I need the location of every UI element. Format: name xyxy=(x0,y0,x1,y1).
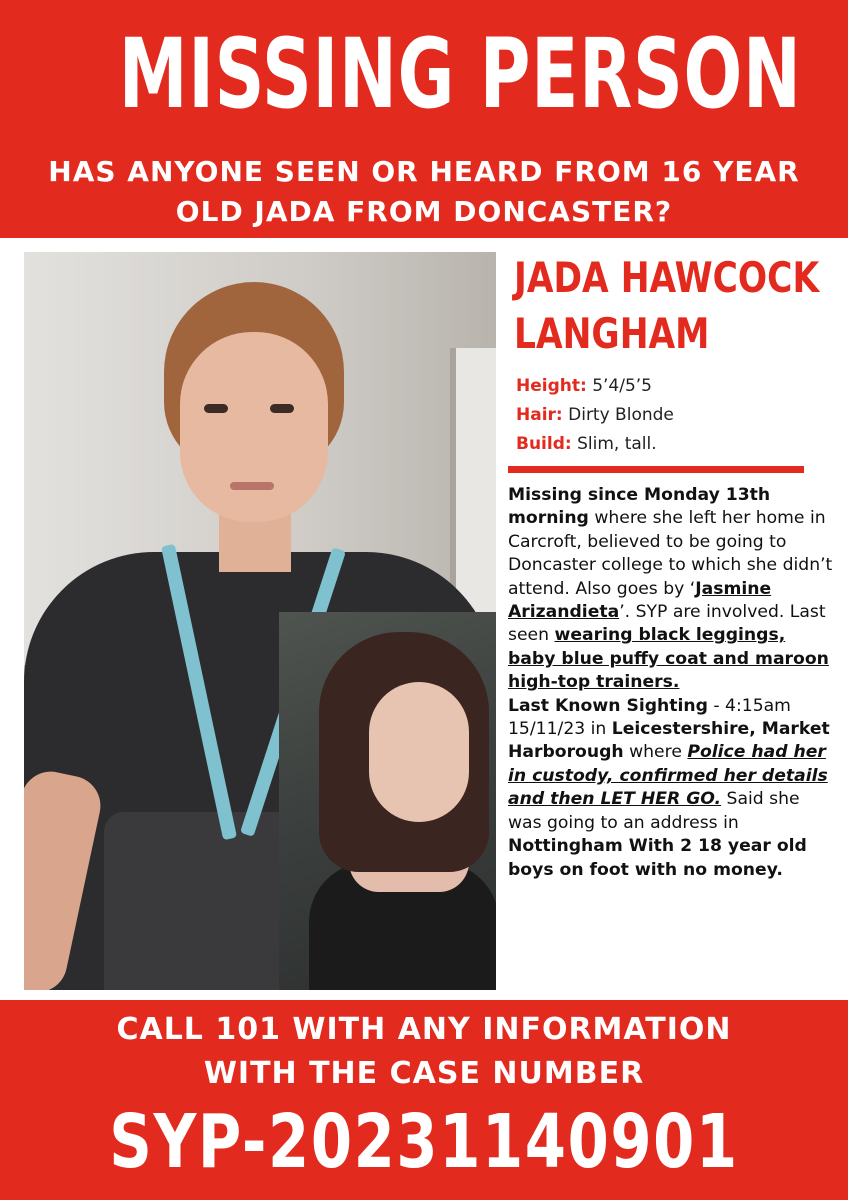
missing-story xyxy=(508,484,838,882)
height-label: Height: xyxy=(516,376,587,396)
hair-value: Dirty Blonde xyxy=(568,405,674,425)
story-last-sighting-label: Last Known Sighting xyxy=(508,695,708,716)
person-details xyxy=(516,372,816,459)
story-missing-since: Missing since Monday 13th morning xyxy=(508,485,771,529)
build-label: Build: xyxy=(516,434,572,454)
photo-face xyxy=(180,332,328,522)
headline-title: MISSING PERSON xyxy=(118,18,802,130)
story-text-4: Said she was going to an address in xyxy=(508,789,800,833)
story-police-custody: Police had her in custody, confirmed her details and then LET HER GO. xyxy=(508,742,828,810)
story-text-1: where she left her home in Carcroft, believed to be going to Doncaster college to which she didn’t attend. Also goes by ‘ xyxy=(508,508,833,599)
build-row xyxy=(516,430,816,459)
photo-eye-left xyxy=(204,404,228,413)
height-value: 5’4/5’5 xyxy=(592,376,652,396)
hair-row xyxy=(516,401,816,430)
headline-subtitle xyxy=(40,152,808,232)
hair-label: Hair: xyxy=(516,405,563,425)
footer-line-2: WITH THE CASE NUMBER xyxy=(203,1056,645,1091)
inset-face xyxy=(369,682,469,822)
story-alias: Jasmine Arizandieta xyxy=(508,578,772,623)
section-divider xyxy=(508,466,804,473)
story-clothing: wearing black leggings, baby blue puffy coat and maroon high-top trainers. xyxy=(508,625,829,693)
story-sighting-time: - 4:15am 15/11/23 in xyxy=(508,695,791,740)
photo-mouth xyxy=(230,482,274,490)
person-name xyxy=(514,250,820,362)
story-destination: Nottingham With 2 18 year old boys on foot with no money. xyxy=(508,836,807,880)
header-banner xyxy=(0,0,848,238)
build-value: Slim, tall. xyxy=(577,434,657,454)
subtitle-line-1: HAS ANYONE SEEN OR HEARD FROM 16 YEAR xyxy=(48,155,800,188)
name-line-1: JADA HAWCOCK xyxy=(514,253,820,302)
story-text-3: where xyxy=(623,742,688,763)
story-text-2: ’. SYP are involved. Last seen xyxy=(508,602,826,646)
subtitle-line-2: OLD JADA FROM DONCASTER? xyxy=(175,195,673,228)
footer-line-1: CALL 101 WITH ANY INFORMATION xyxy=(116,1012,732,1047)
story-sighting-location: Leicestershire, Market Harborough xyxy=(508,719,830,763)
inset-photo xyxy=(279,612,496,990)
photo-eye-right xyxy=(270,404,294,413)
case-number: SYP-20231140901 xyxy=(109,1099,739,1185)
height-row xyxy=(516,372,816,401)
name-line-2: LANGHAM xyxy=(514,309,710,358)
